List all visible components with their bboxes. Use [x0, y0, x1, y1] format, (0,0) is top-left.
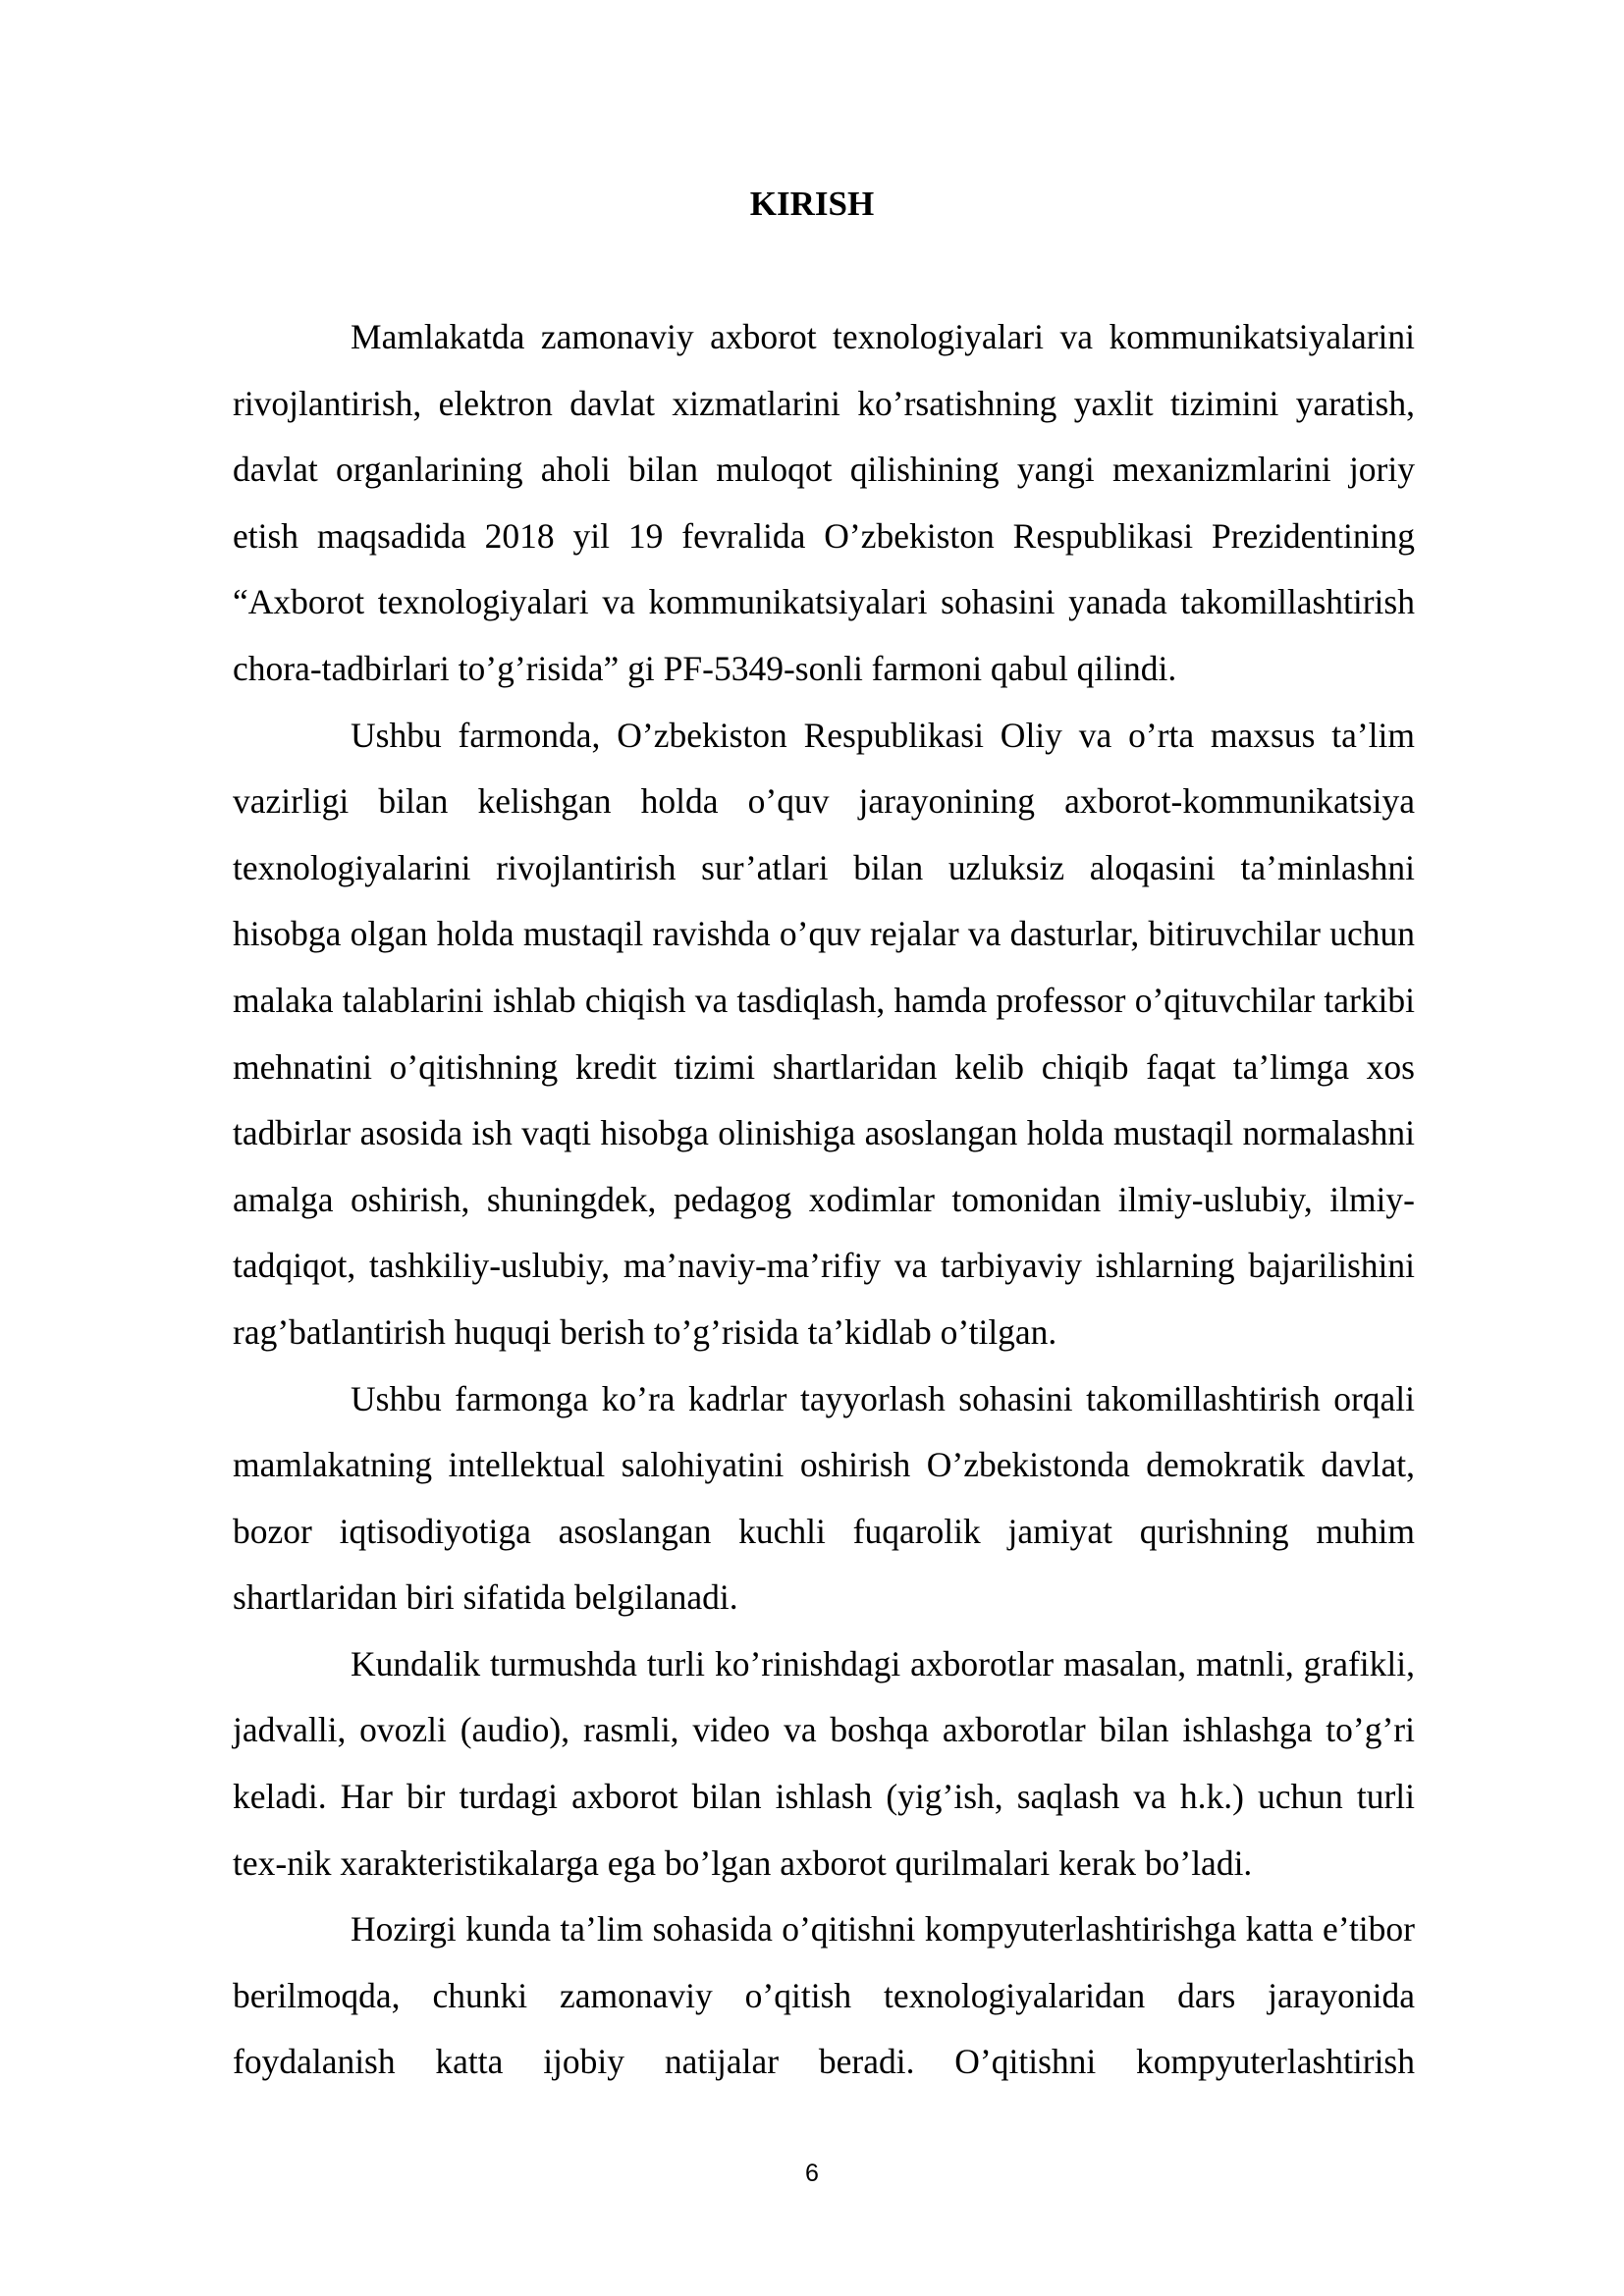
section-heading: KIRISH	[749, 185, 875, 223]
paragraph: Ushbu farmonga ko’ra kadrlar tayyorlash sohasini takomillashtirish orqali mamlakatning intellektual salohiyatini oshirish O’zbekistonda demokratik davlat, bozor iqtisodiyotiga asoslangan kuchli fuqarolik jamiyat qurishning muhim shartlaridan biri sifatida belgilanadi.	[233, 1378, 1415, 1618]
paragraph: Mamlakatda zamonaviy axborot texnologiyalari va kommunikatsiyalarini rivojlantirish, elektron davlat xizmatlarini ko’rsatishning yaxlit tizimini yaratish, davlat organlarining aholi bilan muloqot qilishining yangi mexanizmlarini joriy etish maqsadida 2018 yil 19 fevralida O’zbekiston Respublikasi Prezidentining “Axborot texnologiyalari va kommunikatsiyalari sohasini yanada takomillashtirish chora-tadbirlari to’g’risida” gi PF-5349-sonli farmoni qabul qilindi.	[233, 317, 1415, 688]
page-number: 6	[805, 2160, 819, 2187]
body-text	[233, 304, 1415, 2096]
paragraph: Hozirgi kunda ta’lim sohasida o’qitishni kompyuterlashtirishga katta e’tibor berilmoqda, chunki zamonaviy o’qitish texnologiyalaridan dars jarayonida foydalanish katta ijobiy natijalar beradi. O’qitishni kompyuterlashtirish	[233, 1909, 1415, 2082]
paragraph: Kundalik turmushda turli ko’rinishdagi axborotlar masalan, matnli, grafikli, jadvalli, ovozli (audio), rasmli, video va boshqa axborotlar bilan ishlashga to’g’ri keladi. Har bir turdagi axborot bilan ishlash (yig’ish, saqlash va h.k.) uchun turli tex-nik xarakteristikalarga ega bo’lgan axborot qurilmalari kerak bo’ladi.	[233, 1643, 1415, 1883]
paragraph: Ushbu farmonda, O’zbekiston Respublikasi Oliy va o’rta maxsus ta’lim vazirligi bilan kelishgan holda o’quv jarayonining axborot-kommunikatsiya texnologiyalarini rivojlantirish sur’atlari bilan uzluksiz aloqasini ta’minlashni hisobga olgan holda mustaqil ravishda o’quv rejalar va dasturlar, bitiruvchilar uchun malaka talablarini ishlab chiqish va tasdiqlash, hamda professor o’qituvchilar tarkibi mehnatini o’qitishning kredit tizimi shartlaridan kelib chiqib faqat ta’limga xos tadbirlar asosida ish vaqti hisobga olinishiga asoslangan holda mustaqil normalashni amalga oshirish, shuningdek, pedagog xodimlar tomonidan ilmiy-uslubiy, ilmiy-tadqiqot, tashkiliy-uslubiy, ma’naviy-ma’rifiy va tarbiyaviy ishlarning bajarilishini rag’batlantirish huquqi berish to’g’risida ta’kidlab o’tilgan.	[233, 715, 1415, 1352]
